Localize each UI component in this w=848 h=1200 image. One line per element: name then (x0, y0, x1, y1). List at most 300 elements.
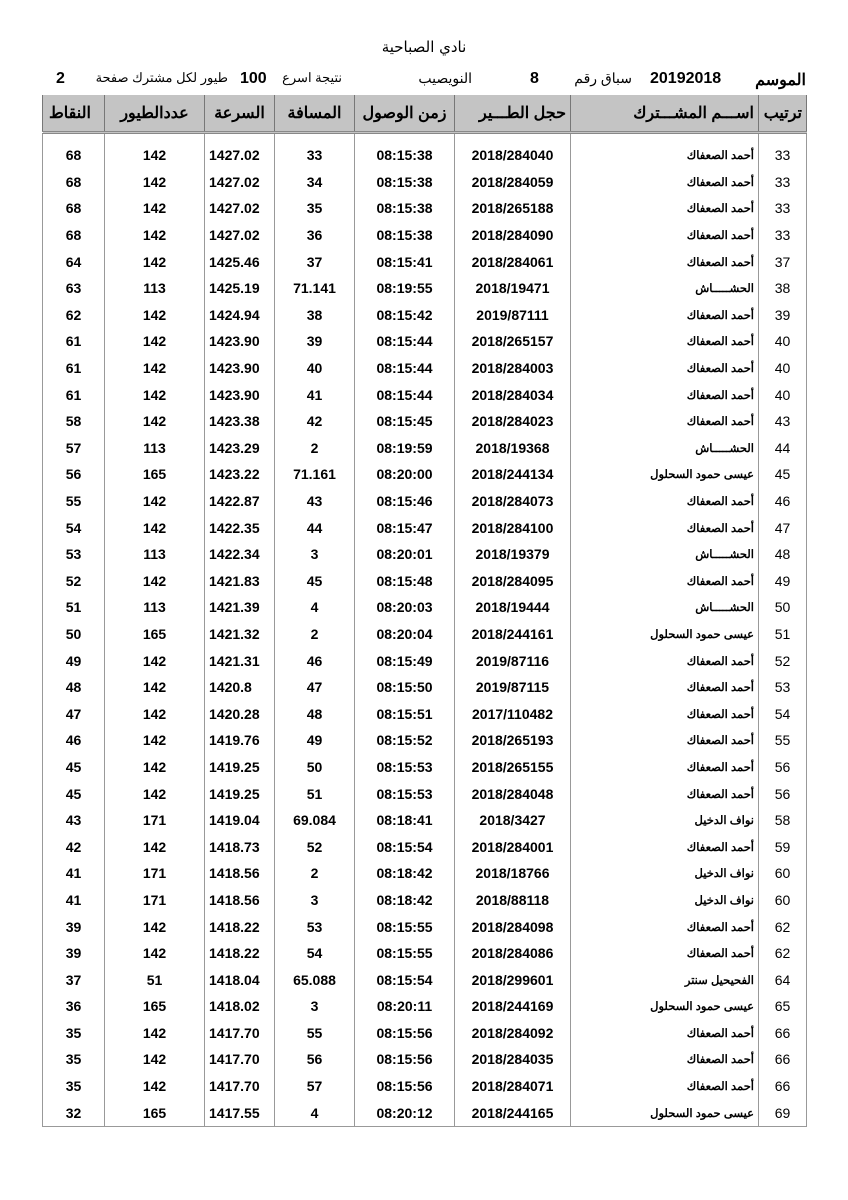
cell-distance: 3 (275, 993, 355, 1020)
table-body (43, 133, 807, 1127)
cell-name: أحمد الصعفاك (571, 302, 759, 329)
cell-name: أحمد الصعفاك (571, 514, 759, 541)
cell-points: 49 (43, 647, 105, 674)
cell-ring: 2018/284092 (455, 1020, 571, 1047)
cell-points: 54 (43, 514, 105, 541)
cell-birds: 142 (105, 674, 205, 701)
cell-rank: 60 (759, 860, 807, 887)
cell-ring: 2018/284059 (455, 169, 571, 196)
table-row (43, 514, 807, 541)
cell-rank: 33 (759, 195, 807, 222)
cell-ring: 2018/19444 (455, 594, 571, 621)
cell-name: أحمد الصعفاك (571, 1046, 759, 1073)
cell-birds: 113 (105, 275, 205, 302)
table-row (43, 1046, 807, 1073)
cell-rank: 33 (759, 222, 807, 249)
cell-points: 46 (43, 727, 105, 754)
cell-speed: 1417.70 (205, 1046, 275, 1073)
cell-ring: 2018/284071 (455, 1073, 571, 1100)
cell-points: 63 (43, 275, 105, 302)
cell-ring: 2018/299601 (455, 966, 571, 993)
results-table (42, 95, 807, 1127)
cell-distance: 50 (275, 754, 355, 781)
cell-ring: 2018/284048 (455, 780, 571, 807)
col-header-speed: السرعة (205, 95, 275, 133)
cell-ring: 2018/265155 (455, 754, 571, 781)
table-row (43, 594, 807, 621)
cell-ring: 2017/110482 (455, 700, 571, 727)
cell-name: أحمد الصعفاك (571, 381, 759, 408)
cell-distance: 42 (275, 408, 355, 435)
cell-rank: 62 (759, 913, 807, 940)
cell-time: 08:15:42 (355, 302, 455, 329)
cell-points: 53 (43, 541, 105, 568)
cell-speed: 1418.04 (205, 966, 275, 993)
table-spacer-row (43, 133, 807, 143)
season-label: الموسم (755, 72, 806, 89)
cell-ring: 2018/244161 (455, 621, 571, 648)
cell-rank: 46 (759, 488, 807, 515)
cell-points: 37 (43, 966, 105, 993)
cell-speed: 1417.70 (205, 1073, 275, 1100)
cell-name: أحمد الصعفاك (571, 568, 759, 595)
table-row (43, 328, 807, 355)
cell-time: 08:20:03 (355, 594, 455, 621)
cell-birds: 142 (105, 754, 205, 781)
cell-ring: 2018/265157 (455, 328, 571, 355)
page-number: 2 (56, 70, 65, 87)
cell-time: 08:20:04 (355, 621, 455, 648)
cell-distance: 2 (275, 621, 355, 648)
cell-rank: 45 (759, 461, 807, 488)
cell-points: 50 (43, 621, 105, 648)
cell-birds: 142 (105, 913, 205, 940)
cell-name: الحشـــــاش (571, 594, 759, 621)
cell-time: 08:15:44 (355, 381, 455, 408)
cell-birds: 142 (105, 142, 205, 169)
cell-speed: 1424.94 (205, 302, 275, 329)
cell-time: 08:20:01 (355, 541, 455, 568)
cell-speed: 1421.83 (205, 568, 275, 595)
cell-birds: 142 (105, 780, 205, 807)
cell-speed: 1427.02 (205, 142, 275, 169)
cell-name: أحمد الصعفاك (571, 940, 759, 967)
cell-name: أحمد الصعفاك (571, 142, 759, 169)
cell-birds: 142 (105, 833, 205, 860)
cell-points: 61 (43, 381, 105, 408)
table-row (43, 568, 807, 595)
cell-time: 08:15:56 (355, 1073, 455, 1100)
cell-name: أحمد الصعفاك (571, 700, 759, 727)
table-row (43, 940, 807, 967)
cell-distance: 33 (275, 142, 355, 169)
cell-time: 08:15:55 (355, 913, 455, 940)
table-row (43, 913, 807, 940)
cell-ring: 2018/284086 (455, 940, 571, 967)
table-row (43, 807, 807, 834)
cell-time: 08:15:52 (355, 727, 455, 754)
cell-rank: 38 (759, 275, 807, 302)
cell-birds: 142 (105, 408, 205, 435)
cell-birds: 142 (105, 355, 205, 382)
cell-distance: 49 (275, 727, 355, 754)
cell-birds: 142 (105, 381, 205, 408)
cell-rank: 56 (759, 780, 807, 807)
cell-name: أحمد الصعفاك (571, 488, 759, 515)
cell-speed: 1418.22 (205, 913, 275, 940)
col-header-ring: حجل الطـــير (455, 95, 571, 133)
cell-speed: 1417.70 (205, 1020, 275, 1047)
race-location: النويصيب (418, 70, 472, 86)
cell-points: 68 (43, 169, 105, 196)
cell-speed: 1423.38 (205, 408, 275, 435)
cell-name: نواف الدخيل (571, 860, 759, 887)
cell-ring: 2018/284061 (455, 248, 571, 275)
cell-ring: 2018/88118 (455, 887, 571, 914)
cell-time: 08:15:44 (355, 328, 455, 355)
cell-speed: 1423.90 (205, 381, 275, 408)
cell-name: الحشـــــاش (571, 541, 759, 568)
cell-name: الفحيحيل سنتر (571, 966, 759, 993)
cell-time: 08:15:50 (355, 674, 455, 701)
cell-points: 61 (43, 328, 105, 355)
table-row (43, 142, 807, 169)
cell-ring: 2018/244169 (455, 993, 571, 1020)
cell-ring: 2018/244165 (455, 1099, 571, 1126)
cell-time: 08:15:45 (355, 408, 455, 435)
cell-points: 43 (43, 807, 105, 834)
cell-time: 08:15:49 (355, 647, 455, 674)
cell-distance: 41 (275, 381, 355, 408)
cell-ring: 2018/284095 (455, 568, 571, 595)
cell-birds: 142 (105, 940, 205, 967)
cell-rank: 40 (759, 381, 807, 408)
race-label: سباق رقم (574, 70, 632, 86)
cell-time: 08:15:56 (355, 1020, 455, 1047)
cell-time: 08:19:59 (355, 435, 455, 462)
table-row (43, 275, 807, 302)
cell-birds: 142 (105, 1073, 205, 1100)
cell-time: 08:20:11 (355, 993, 455, 1020)
cell-rank: 33 (759, 169, 807, 196)
cell-time: 08:18:42 (355, 860, 455, 887)
cell-birds: 171 (105, 860, 205, 887)
cell-points: 51 (43, 594, 105, 621)
cell-speed: 1419.25 (205, 780, 275, 807)
cell-rank: 58 (759, 807, 807, 834)
cell-rank: 48 (759, 541, 807, 568)
cell-speed: 1418.02 (205, 993, 275, 1020)
club-title: نادي الصباحية (381, 38, 467, 56)
cell-speed: 1427.02 (205, 169, 275, 196)
cell-speed: 1427.02 (205, 222, 275, 249)
table-row (43, 966, 807, 993)
cell-rank: 50 (759, 594, 807, 621)
cell-birds: 142 (105, 514, 205, 541)
result-count: 100 (240, 70, 267, 87)
cell-name: أحمد الصعفاك (571, 833, 759, 860)
cell-speed: 1427.02 (205, 195, 275, 222)
cell-points: 68 (43, 195, 105, 222)
cell-distance: 52 (275, 833, 355, 860)
cell-speed: 1423.90 (205, 328, 275, 355)
cell-speed: 1420.28 (205, 700, 275, 727)
cell-points: 41 (43, 887, 105, 914)
cell-ring: 2019/87115 (455, 674, 571, 701)
cell-ring: 2018/284098 (455, 913, 571, 940)
birds-per-participant-label: طيور لكل مشترك صفحة (95, 70, 228, 85)
cell-points: 42 (43, 833, 105, 860)
cell-rank: 40 (759, 355, 807, 382)
cell-rank: 62 (759, 940, 807, 967)
cell-speed: 1423.22 (205, 461, 275, 488)
race-number: 8 (530, 70, 539, 87)
cell-speed: 1422.34 (205, 541, 275, 568)
cell-time: 08:15:51 (355, 700, 455, 727)
cell-points: 35 (43, 1046, 105, 1073)
cell-points: 32 (43, 1099, 105, 1126)
cell-distance: 56 (275, 1046, 355, 1073)
cell-birds: 171 (105, 887, 205, 914)
table-row (43, 222, 807, 249)
cell-distance: 51 (275, 780, 355, 807)
table-row (43, 461, 807, 488)
cell-time: 08:18:41 (355, 807, 455, 834)
result-label: نتيجة اسرع (282, 70, 342, 85)
cell-distance: 69.084 (275, 807, 355, 834)
cell-rank: 56 (759, 754, 807, 781)
cell-points: 36 (43, 993, 105, 1020)
table-row (43, 887, 807, 914)
cell-name: أحمد الصعفاك (571, 169, 759, 196)
cell-birds: 142 (105, 1020, 205, 1047)
cell-distance: 71.161 (275, 461, 355, 488)
cell-ring: 2019/87111 (455, 302, 571, 329)
cell-birds: 142 (105, 302, 205, 329)
cell-name: أحمد الصعفاك (571, 328, 759, 355)
cell-speed: 1421.32 (205, 621, 275, 648)
cell-speed: 1418.56 (205, 887, 275, 914)
cell-name: أحمد الصعفاك (571, 647, 759, 674)
table-row (43, 647, 807, 674)
cell-ring: 2019/87116 (455, 647, 571, 674)
cell-points: 35 (43, 1073, 105, 1100)
cell-distance: 65.088 (275, 966, 355, 993)
cell-distance: 43 (275, 488, 355, 515)
cell-distance: 55 (275, 1020, 355, 1047)
cell-points: 45 (43, 754, 105, 781)
cell-distance: 35 (275, 195, 355, 222)
cell-points: 52 (43, 568, 105, 595)
cell-rank: 40 (759, 328, 807, 355)
col-header-rank: ترتيب (759, 95, 807, 133)
cell-rank: 69 (759, 1099, 807, 1126)
cell-speed: 1425.19 (205, 275, 275, 302)
cell-time: 08:15:38 (355, 222, 455, 249)
cell-speed: 1418.56 (205, 860, 275, 887)
cell-speed: 1423.90 (205, 355, 275, 382)
cell-birds: 142 (105, 727, 205, 754)
cell-rank: 43 (759, 408, 807, 435)
cell-name: أحمد الصعفاك (571, 754, 759, 781)
cell-points: 57 (43, 435, 105, 462)
cell-distance: 45 (275, 568, 355, 595)
cell-name: أحمد الصعفاك (571, 674, 759, 701)
cell-time: 08:15:44 (355, 355, 455, 382)
cell-points: 68 (43, 142, 105, 169)
cell-points: 62 (43, 302, 105, 329)
cell-ring: 2018/284023 (455, 408, 571, 435)
table-row (43, 1073, 807, 1100)
cell-distance: 39 (275, 328, 355, 355)
cell-ring: 2018/19379 (455, 541, 571, 568)
cell-points: 68 (43, 222, 105, 249)
cell-distance: 34 (275, 169, 355, 196)
cell-time: 08:15:53 (355, 754, 455, 781)
cell-rank: 54 (759, 700, 807, 727)
cell-birds: 113 (105, 435, 205, 462)
col-header-participant: اســـم المشـــترك (571, 95, 759, 133)
cell-distance: 40 (275, 355, 355, 382)
season-value: 20192018 (650, 70, 722, 87)
cell-ring: 2018/284001 (455, 833, 571, 860)
table-row (43, 833, 807, 860)
cell-time: 08:18:42 (355, 887, 455, 914)
cell-name: أحمد الصعفاك (571, 1020, 759, 1047)
cell-points: 41 (43, 860, 105, 887)
cell-name: أحمد الصعفاك (571, 248, 759, 275)
col-header-distance: المسافة (275, 95, 355, 133)
cell-name: عيسى حمود السحلول (571, 1099, 759, 1126)
table-header-row (43, 95, 807, 133)
cell-name: نواف الدخيل (571, 807, 759, 834)
cell-name: الحشـــــاش (571, 435, 759, 462)
cell-time: 08:15:54 (355, 833, 455, 860)
cell-points: 47 (43, 700, 105, 727)
cell-ring: 2018/19471 (455, 275, 571, 302)
table-row (43, 488, 807, 515)
cell-distance: 2 (275, 435, 355, 462)
cell-name: أحمد الصعفاك (571, 222, 759, 249)
cell-rank: 47 (759, 514, 807, 541)
cell-birds: 51 (105, 966, 205, 993)
table-row (43, 1020, 807, 1047)
cell-distance: 46 (275, 647, 355, 674)
cell-rank: 52 (759, 647, 807, 674)
table-row (43, 754, 807, 781)
cell-ring: 2018/284034 (455, 381, 571, 408)
cell-distance: 3 (275, 541, 355, 568)
cell-time: 08:15:55 (355, 940, 455, 967)
cell-distance: 57 (275, 1073, 355, 1100)
cell-ring: 2018/265193 (455, 727, 571, 754)
cell-name: أحمد الصعفاك (571, 195, 759, 222)
table-row (43, 860, 807, 887)
cell-name: عيسى حمود السحلول (571, 993, 759, 1020)
cell-rank: 66 (759, 1020, 807, 1047)
cell-distance: 71.141 (275, 275, 355, 302)
cell-points: 64 (43, 248, 105, 275)
cell-rank: 51 (759, 621, 807, 648)
table-row (43, 541, 807, 568)
cell-rank: 66 (759, 1046, 807, 1073)
cell-rank: 49 (759, 568, 807, 595)
cell-birds: 142 (105, 488, 205, 515)
cell-ring: 2018/284073 (455, 488, 571, 515)
cell-speed: 1418.73 (205, 833, 275, 860)
cell-birds: 165 (105, 993, 205, 1020)
cell-birds: 142 (105, 328, 205, 355)
cell-speed: 1419.76 (205, 727, 275, 754)
cell-name: أحمد الصعفاك (571, 355, 759, 382)
cell-ring: 2018/18766 (455, 860, 571, 887)
table-row (43, 621, 807, 648)
cell-rank: 33 (759, 142, 807, 169)
cell-name: أحمد الصعفاك (571, 913, 759, 940)
cell-ring: 2018/284035 (455, 1046, 571, 1073)
cell-time: 08:20:00 (355, 461, 455, 488)
cell-time: 08:15:48 (355, 568, 455, 595)
table-row (43, 435, 807, 462)
cell-speed: 1418.22 (205, 940, 275, 967)
cell-distance: 53 (275, 913, 355, 940)
cell-points: 58 (43, 408, 105, 435)
cell-speed: 1425.46 (205, 248, 275, 275)
cell-distance: 54 (275, 940, 355, 967)
col-header-birds: عددالطيور (105, 95, 205, 133)
cell-points: 45 (43, 780, 105, 807)
cell-name: أحمد الصعفاك (571, 1073, 759, 1100)
cell-ring: 2018/284090 (455, 222, 571, 249)
cell-time: 08:15:53 (355, 780, 455, 807)
cell-birds: 142 (105, 222, 205, 249)
cell-time: 08:20:12 (355, 1099, 455, 1126)
cell-distance: 2 (275, 860, 355, 887)
cell-speed: 1419.25 (205, 754, 275, 781)
cell-speed: 1417.55 (205, 1099, 275, 1126)
cell-time: 08:15:47 (355, 514, 455, 541)
cell-rank: 39 (759, 302, 807, 329)
table-row (43, 169, 807, 196)
cell-name: أحمد الصعفاك (571, 727, 759, 754)
cell-speed: 1422.35 (205, 514, 275, 541)
table-row (43, 408, 807, 435)
cell-ring: 2018/284003 (455, 355, 571, 382)
cell-distance: 44 (275, 514, 355, 541)
cell-distance: 38 (275, 302, 355, 329)
cell-birds: 142 (105, 647, 205, 674)
table-row (43, 381, 807, 408)
cell-points: 61 (43, 355, 105, 382)
cell-birds: 171 (105, 807, 205, 834)
col-header-arrival: زمن الوصول (355, 95, 455, 133)
cell-speed: 1420.8 (205, 674, 275, 701)
cell-distance: 3 (275, 887, 355, 914)
cell-name: عيسى حمود السحلول (571, 461, 759, 488)
cell-ring: 2018/284040 (455, 142, 571, 169)
cell-speed: 1422.87 (205, 488, 275, 515)
table-row (43, 993, 807, 1020)
table-row (43, 248, 807, 275)
cell-speed: 1421.39 (205, 594, 275, 621)
cell-points: 35 (43, 1020, 105, 1047)
cell-time: 08:15:41 (355, 248, 455, 275)
cell-birds: 113 (105, 594, 205, 621)
cell-rank: 64 (759, 966, 807, 993)
cell-name: الحشـــــاش (571, 275, 759, 302)
cell-rank: 59 (759, 833, 807, 860)
cell-ring: 2018/19368 (455, 435, 571, 462)
